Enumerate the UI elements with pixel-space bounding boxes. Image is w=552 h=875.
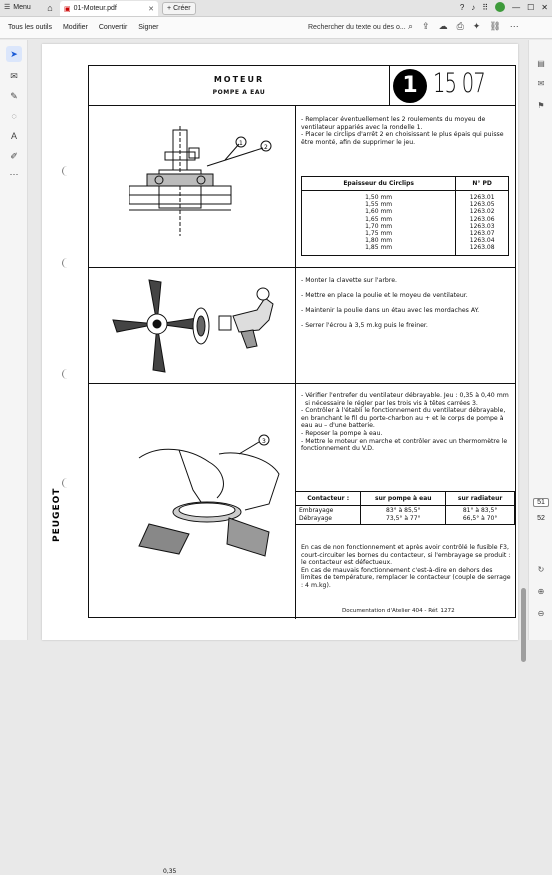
table-header: sur pompe à eau [361, 492, 446, 506]
instruction-line: - Vérifier l'entrefer du ventilateur débrayable. Jeu : 0,35 à 0,40 mm [301, 392, 509, 399]
table-cell: 1,85 mm [365, 244, 393, 252]
instruction-line: - Monter la clavette sur l'arbre. [301, 277, 397, 284]
instruction-line: - Mettre le moteur en marche et contrôler avec un thermomètre le fonctionnement du V.D. [301, 437, 508, 453]
table-cell: Débrayage [299, 515, 332, 522]
minimize-icon[interactable]: — [512, 2, 521, 12]
zoom-in-icon[interactable]: ⊕ [537, 587, 545, 596]
save-cloud-icon[interactable]: ☁ [438, 21, 448, 31]
table-cell: 1263.05 [469, 201, 495, 209]
table-cell: 1,70 mm [365, 222, 393, 230]
circlips-table [301, 176, 509, 256]
manual-sheet [88, 65, 516, 875]
stamp-icon[interactable]: ✐ [10, 151, 18, 161]
instruction-line: - Placer le circlips d'arrêt 2 en choisissant le plus épais qui puisse être monté, afin de supprimer le jeu. [301, 131, 504, 146]
new-tab-label: Créer [173, 5, 191, 12]
table-cell: 1263.07 [469, 230, 495, 238]
operation-code: 15 07 [433, 68, 486, 99]
gap-label: 0,35 [163, 868, 177, 875]
new-tab-button[interactable] [162, 2, 196, 15]
instruction-line: - Maintenir la poulie dans un étau avec les mordaches AY. [301, 307, 480, 314]
scrollbar[interactable] [519, 40, 527, 640]
fan-instructions [301, 392, 511, 453]
table-header: sur radiateur [446, 492, 515, 506]
table-cell: 1263.06 [469, 215, 495, 223]
table-cell: 1,60 mm [365, 208, 393, 216]
page-number-current[interactable]: 51 [533, 498, 549, 507]
menu-edit[interactable]: Modifier [62, 24, 88, 31]
table-cell: 1,75 mm [365, 230, 393, 238]
select-icon[interactable]: ➤ [6, 46, 22, 62]
maximize-icon[interactable]: ☐ [527, 2, 535, 12]
table-cell: 1263.03 [469, 222, 495, 230]
link-icon[interactable]: ⛓ [489, 21, 501, 31]
section-bearings [89, 106, 515, 268]
chapter-number: 1 [393, 69, 427, 103]
panel-icon[interactable]: ▤ [537, 59, 545, 68]
table-header: N° PD [456, 177, 509, 191]
binder-hole [62, 166, 72, 176]
pdf-page [42, 44, 518, 875]
pulley-illustration [109, 276, 289, 376]
table-cell: 1,80 mm [365, 237, 393, 245]
hamburger-icon: ☰ [4, 4, 11, 11]
pen-icon[interactable]: ✎ [10, 91, 18, 101]
more-icon[interactable]: ⋯ [509, 21, 519, 31]
comment-icon[interactable]: ✉ [10, 71, 18, 81]
tab-document[interactable] [60, 1, 158, 16]
scrollbar-thumb[interactable] [521, 588, 526, 662]
page-footer: Documentation d'Atelier 404 - Réf. 1272 [342, 608, 455, 614]
fan-check-illustration [119, 434, 289, 559]
menu-convert[interactable]: Convertir [98, 24, 128, 31]
table-cell: 1,50 mm [365, 194, 393, 201]
apps-icon[interactable]: ⠿ [482, 2, 489, 12]
home-icon[interactable]: ⌂ [47, 3, 53, 13]
table-cell: 81° à 83,5° [462, 507, 498, 514]
brand-logo: PEUGEOT [52, 487, 62, 542]
binder-hole [62, 258, 72, 268]
window-controls [460, 2, 548, 12]
instruction-line: - Remplacer éventuellement les 2 roulements du moyeu de ventilateur appariés avec la rondelle 1. [301, 116, 486, 131]
table-cell: 1263.01 [469, 194, 495, 201]
search-icon[interactable]: ⌕ [408, 21, 414, 31]
ai-icon[interactable]: ✦ [472, 21, 481, 31]
menu-button[interactable] [4, 3, 31, 11]
pdf-icon: ▣ [64, 5, 71, 13]
refresh-icon[interactable]: ↻ [537, 565, 545, 574]
close-icon[interactable]: ✕ [148, 5, 154, 13]
more-tools-icon[interactable]: ⋯ [9, 169, 19, 179]
lasso-icon[interactable]: ◌ [11, 111, 17, 121]
window-close-icon[interactable]: ✕ [541, 2, 548, 12]
chat-icon[interactable]: ✉ [537, 79, 545, 88]
section-fan-check [89, 384, 515, 875]
fault-instructions [301, 544, 511, 590]
callout-2: 2 [264, 144, 268, 151]
avatar[interactable] [495, 2, 505, 12]
instruction-line: - Reposer la pompe à eau. [301, 429, 383, 437]
menu-label: Menu [13, 3, 31, 11]
bearing-instructions [301, 116, 511, 146]
right-rail [528, 40, 552, 640]
bookmark-icon[interactable]: ⚑ [537, 101, 545, 110]
browser-tab-bar [0, 0, 552, 17]
plus-icon: + [167, 5, 172, 12]
instruction-line: - Serrer l'écrou à 3,5 m.kg puis le freiner. [301, 322, 428, 329]
table-header: Contacteur : [296, 492, 361, 506]
text-box-icon[interactable]: A [10, 131, 17, 141]
table-cell: 66,5° à 70° [462, 515, 498, 522]
table-header: Epaisseur du Circlips [302, 177, 456, 191]
section-pulley [89, 268, 515, 384]
page-number-total: 52 [537, 515, 545, 522]
bearing-illustration [129, 126, 279, 236]
binder-hole [62, 369, 72, 379]
zoom-out-icon[interactable]: ⊖ [537, 609, 545, 618]
binder-hole [62, 478, 72, 488]
table-cell: 73,5° à 77° [386, 515, 421, 522]
menu-all-tools[interactable]: Tous les outils [8, 24, 52, 31]
table-cell: Embrayage [299, 507, 334, 514]
app-toolbar [0, 17, 552, 39]
search-input[interactable]: Rechercher du texte ou des o... [308, 24, 406, 31]
pulley-instructions [301, 276, 511, 330]
instruction-line: En cas de non fonctionnement et après avoir contrôlé le fusible F3, court-circuiter les bornes du contacteur, si l'embrayage se produit : le contacteur est défectueux. [301, 544, 511, 567]
instruction-line: - Contrôler à l'établi le fonctionnement du ventilateur débrayable, en branchant le fil du porte-charbon au + et le corps de pompe à eau au – d'une batterie. [301, 407, 506, 430]
table-cell: 1263.08 [469, 244, 495, 252]
page-title: MOTEUR [213, 75, 265, 84]
table-cell: 1263.04 [469, 237, 495, 245]
bell-icon[interactable]: ♪ [471, 2, 476, 12]
table-cell: 1263.02 [469, 208, 495, 216]
print-icon[interactable]: ⎙ [456, 21, 464, 31]
tab-title: 01-Moteur.pdf [73, 5, 117, 12]
table-cell: 83° à 85,5° [386, 507, 421, 514]
callout-1: 1 [239, 140, 243, 147]
page-subtitle: POMPE A EAU [212, 89, 266, 96]
left-tool-rail [0, 40, 28, 640]
instruction-line: si nécessaire le régler par les trois vis à têtes carrées 3. [305, 399, 478, 407]
instruction-line: En cas de mauvais fonctionnement c'est-à-dire en dehors des limites de température, remplacer le contacteur (couple de serrage : 4 m.kg). [301, 566, 511, 589]
instruction-line: - Mettre en place la poulie et le moyeu de ventilateur. [301, 292, 468, 299]
menu-sign[interactable]: Signer [138, 24, 159, 31]
callout-3: 3 [262, 438, 266, 445]
temperature-table [295, 491, 515, 525]
share-icon[interactable]: ⇪ [422, 21, 430, 31]
table-cell: 1,55 mm [365, 201, 393, 209]
help-icon[interactable]: ? [459, 2, 465, 12]
sheet-header [89, 66, 515, 106]
table-cell: 1,65 mm [365, 215, 393, 223]
